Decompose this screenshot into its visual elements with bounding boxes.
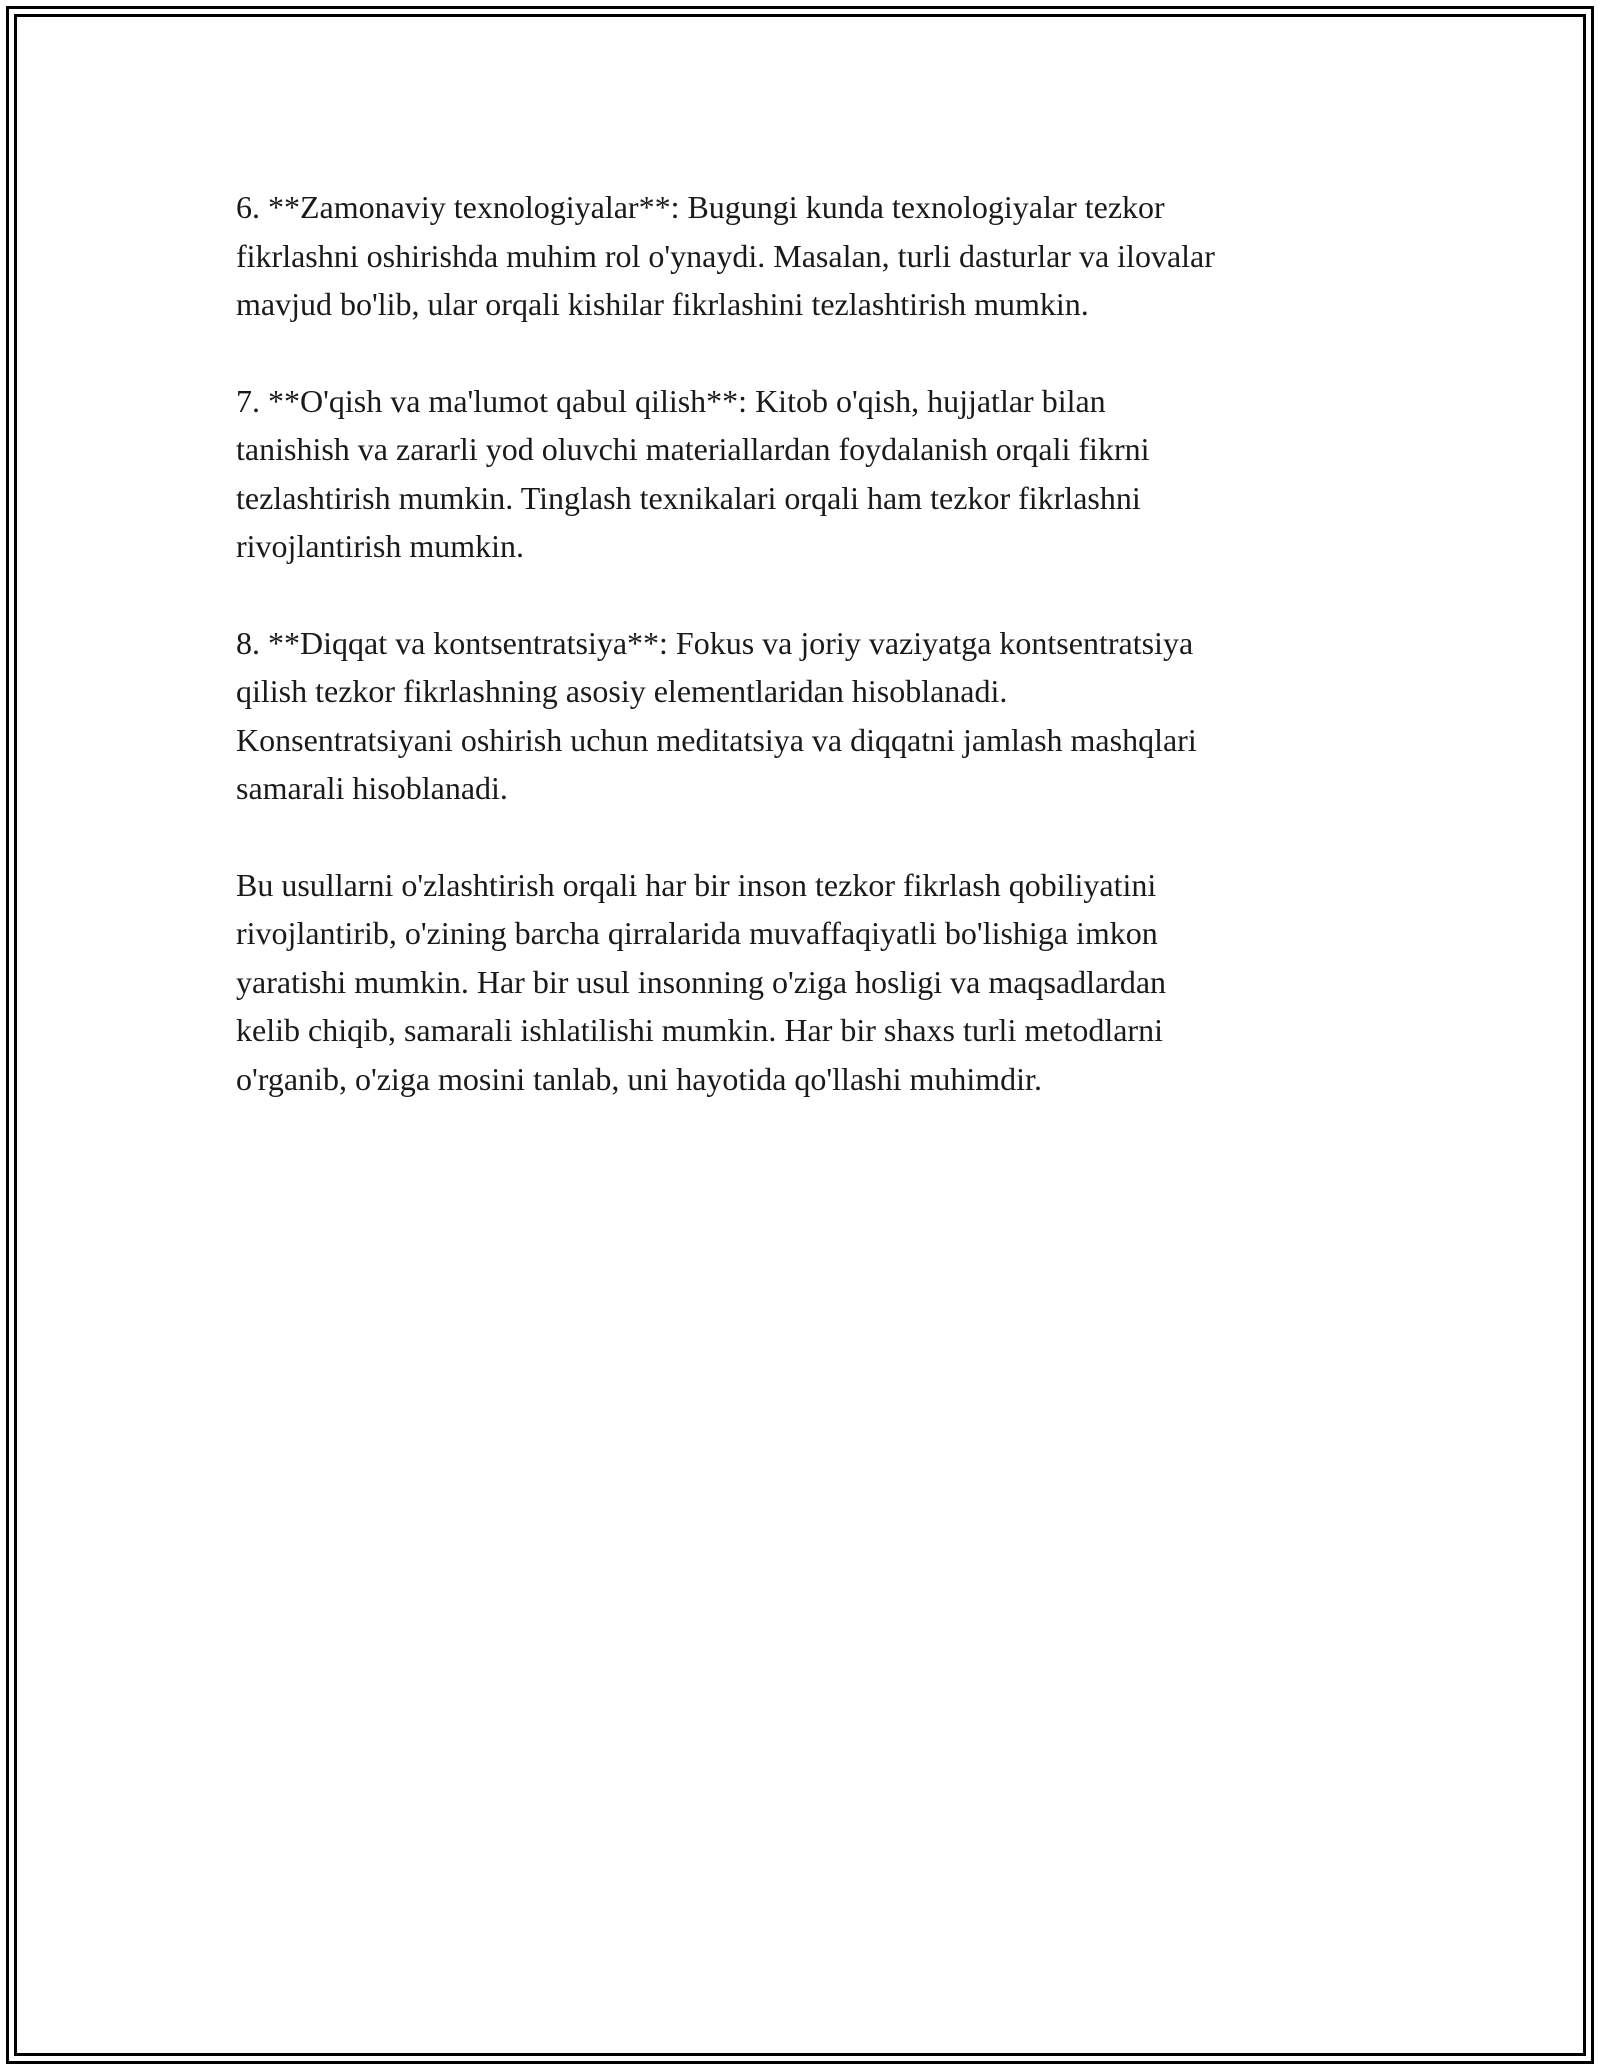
- paragraph-item-8: 8. **Diqqat va kontsentratsiya**: Fokus va joriy vaziyatga kontsentratsiya qilish tezkor fikrlashning asosiy elementlaridan hisoblanadi. Konsentratsiyani oshirish uchun meditatsiya va diqqatni jamlash mashqlari samarali hisoblanadi.: [236, 624, 1197, 806]
- paragraph-item-6: 6. **Zamonaviy texnologiyalar**: Bugungi kunda texnologiyalar tezkor fikrlashni oshirishda muhim rol o'ynaydi. Masalan, turli dasturlar va ilovalar mavjud bo'lib, ular orqali kishilar fikrlashini tezlashtirish mumkin.: [236, 189, 1215, 322]
- document-body: [236, 183, 1386, 1151]
- paragraph-item-7: 7. **O'qish va ma'lumot qabul qilish**: Kitob o'qish, hujjatlar bilan tanishish va zararli yod oluvchi materiallardan foydalanish orqali fikrni tezlashtirish mumkin. Tinglash texnikalari orqali ham tezkor fikrlashni rivojlantirish mumkin.: [236, 382, 1150, 564]
- paragraph-conclusion: Bu usullarni o'zlashtirish orqali har bir inson tezkor fikrlash qobiliyatini rivojlantirib, o'zining barcha qirralarida muvaffaqiyatli bo'lishiga imkon yaratishi mumkin. Har bir usul insonning o'ziga hosligi va maqsadlardan kelib chiqib, samarali ishlatilishi mumkin. Har bir shaxs turli metodlarni o'rganib, o'ziga mosini tanlab, uni hayotida qo'llashi muhimdir.: [236, 866, 1167, 1097]
